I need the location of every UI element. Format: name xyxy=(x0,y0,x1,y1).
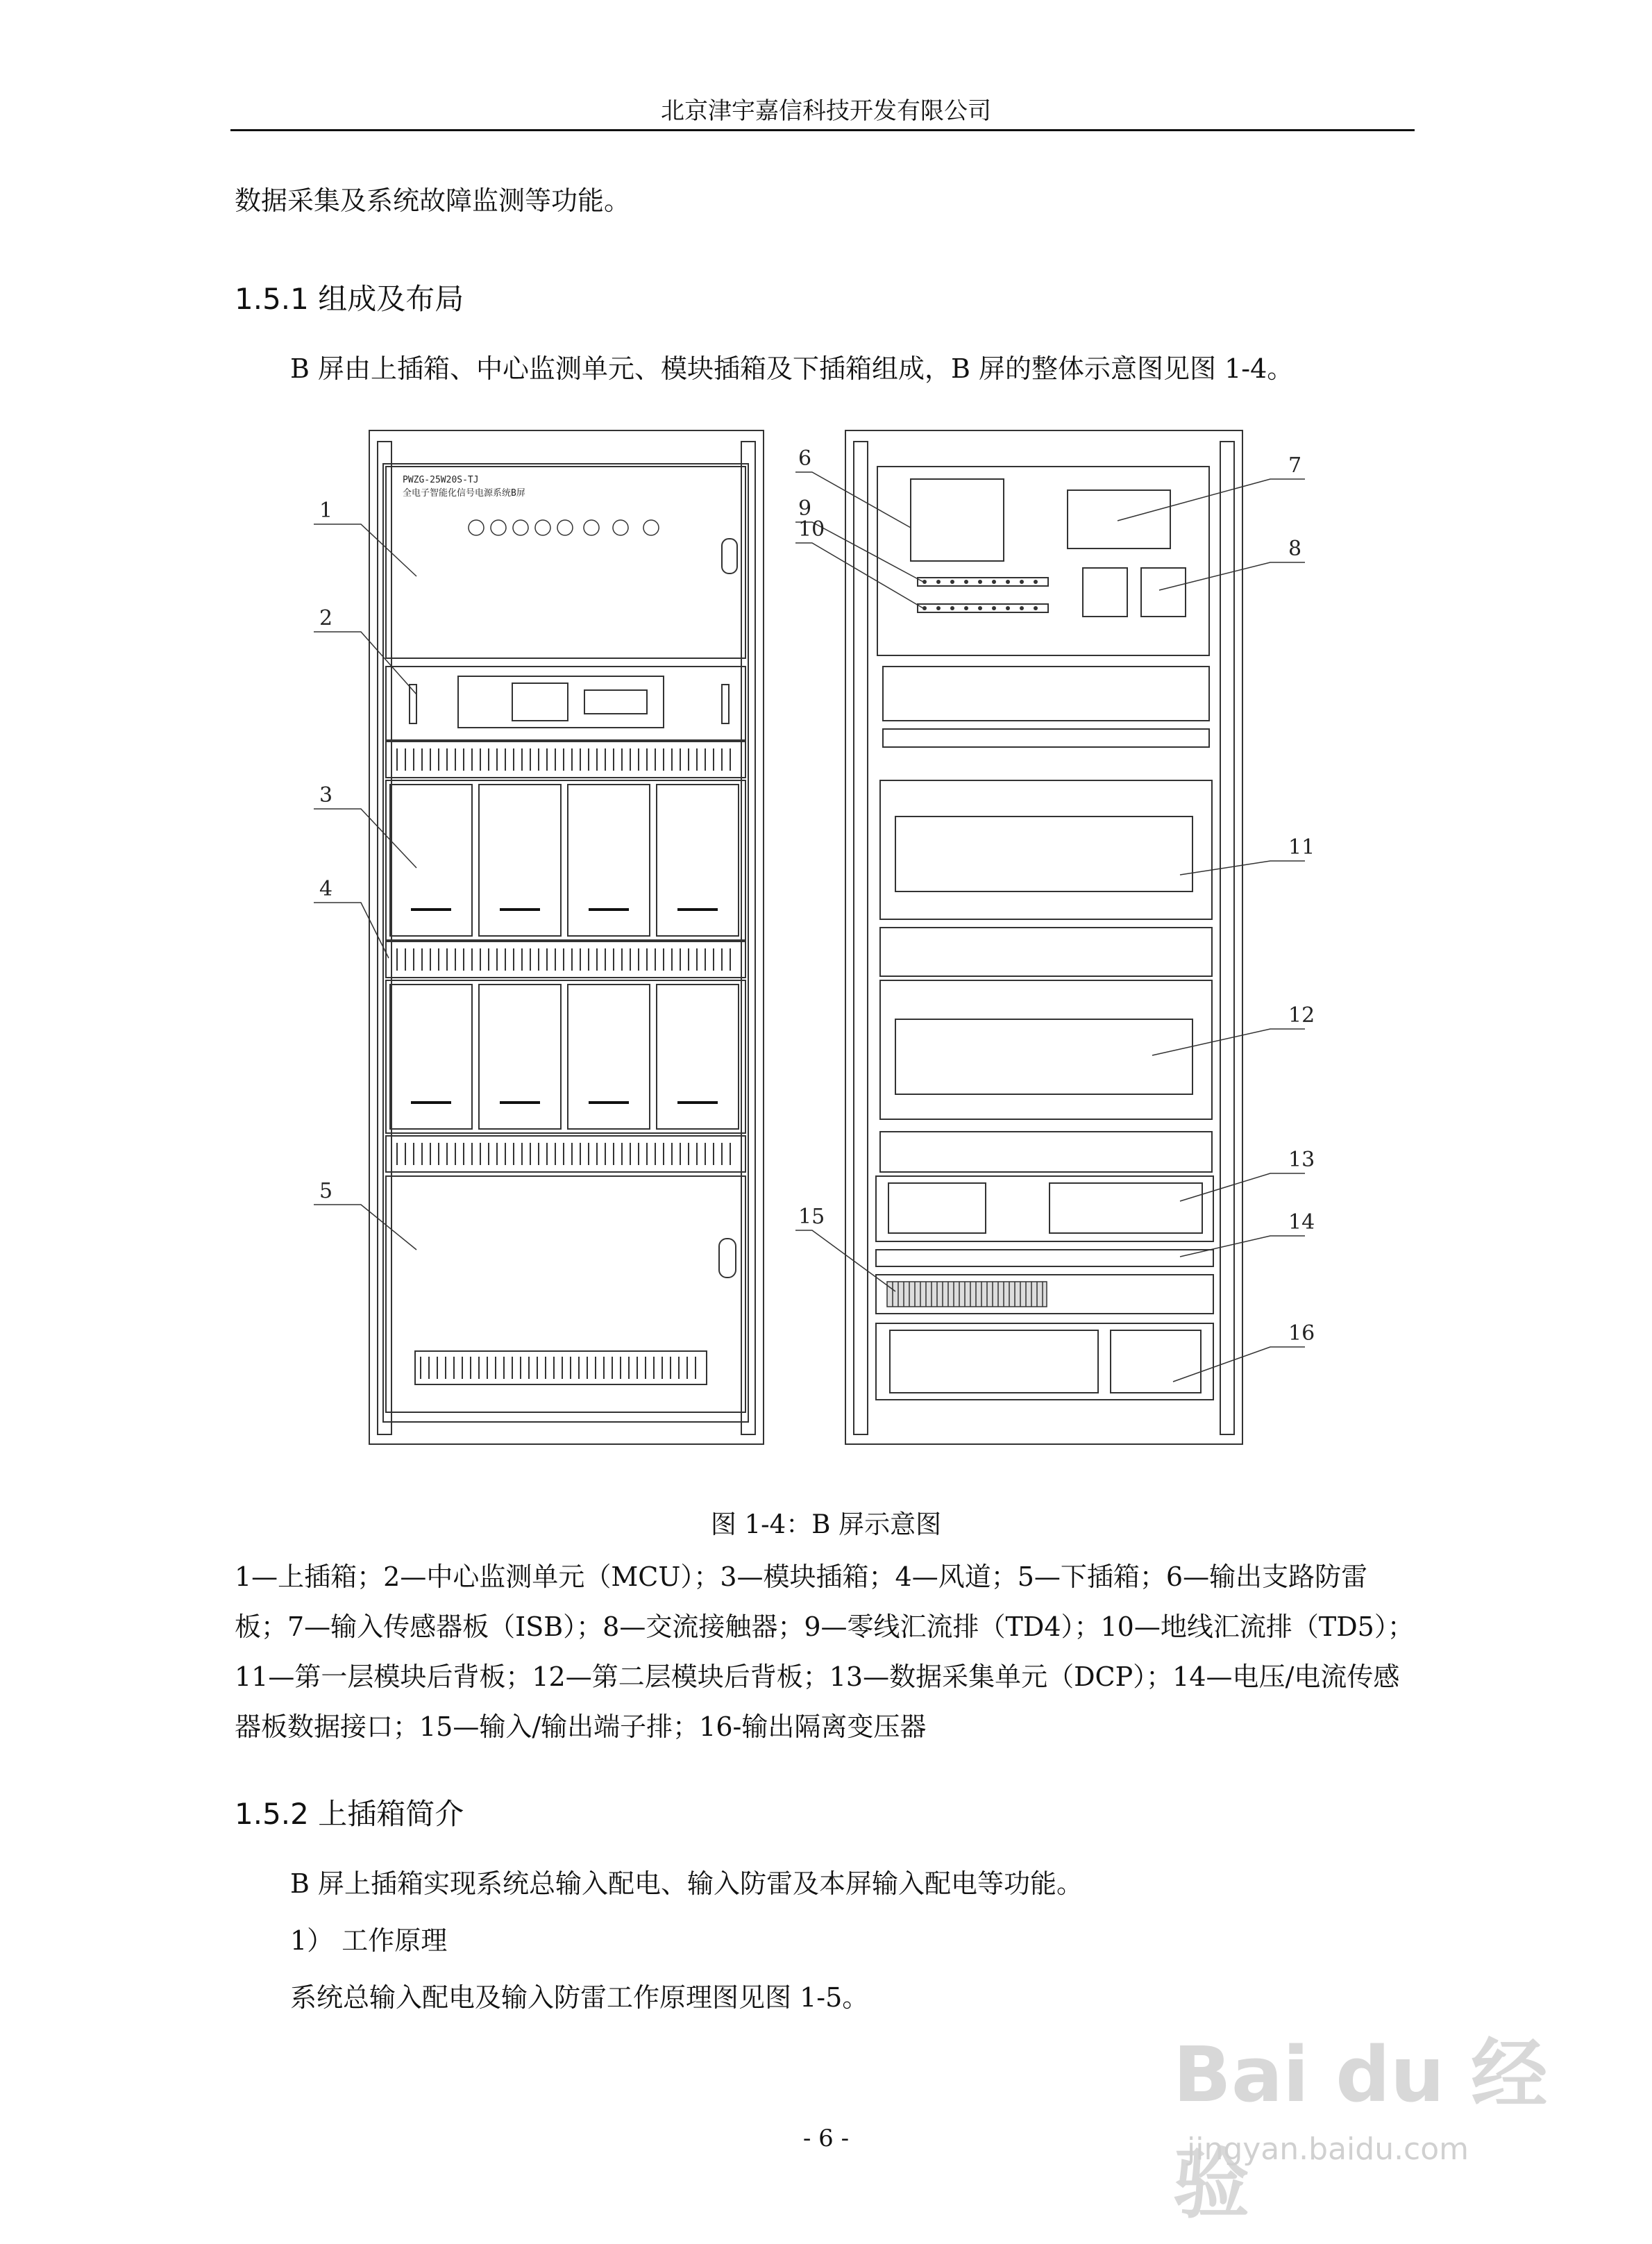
panel-model: PWZG-25W20S-TJ xyxy=(403,475,479,485)
callout-6: 6 xyxy=(798,446,812,471)
callout-13: 13 xyxy=(1288,1148,1315,1172)
callout-8: 8 xyxy=(1288,537,1302,561)
callout-9: 9 xyxy=(798,496,812,521)
intro-paragraph: 数据采集及系统故障监测等功能。 xyxy=(235,185,631,216)
list-item-1: 1） 工作原理 xyxy=(290,1925,448,1956)
callout-1: 1 xyxy=(319,499,333,523)
section-1-5-2-body-2: 系统总输入配电及输入防雷工作原理图见图 1-5。 xyxy=(290,1982,869,2013)
figure-legend: 1—上插箱；2—中心监测单元（MCU）；3—模块插箱；4—风道；5—下插箱；6—输出支路防雷板；7—输入传感器板（ISB）；8—交流接触器；9—零线汇流排（TD4）；10—地线汇流排（TD5）；11—第一层模块后背板；12—第二层模块后背板；13—数据采集单元（DCP）；14—电压/电流传感器板数据接口；15—输入/输出端子排；16-输出隔离变压器 xyxy=(235,1561,1414,1742)
page-number: - 6 - xyxy=(802,2125,850,2152)
front-cabinet-frame xyxy=(369,430,764,1444)
panel-title: 全电子智能化信号电源系统B屏 xyxy=(403,488,525,499)
callout-14: 14 xyxy=(1288,1210,1315,1234)
watermark-url: jingyan.baidu.com xyxy=(1187,2132,1469,2167)
section-1-5-1-heading: 1.5.1 组成及布局 xyxy=(235,282,464,316)
lower-box xyxy=(386,1176,745,1412)
watermark-logo: Bai du 经验 xyxy=(1173,2030,1548,2229)
section-1-5-2-heading: 1.5.2 上插箱简介 xyxy=(235,1797,464,1831)
callout-15: 15 xyxy=(798,1205,825,1229)
callout-10: 10 xyxy=(798,517,825,542)
callout-12: 12 xyxy=(1288,1003,1315,1028)
callout-16: 16 xyxy=(1288,1321,1315,1346)
module-box-row1 xyxy=(386,780,745,940)
module-box-row2 xyxy=(386,980,745,1133)
callout-7: 7 xyxy=(1288,453,1302,478)
page-header: 北京津宇嘉信科技开发有限公司 xyxy=(661,97,991,125)
section-1-5-1-body: B 屏由上插箱、中心监测单元、模块插箱及下插箱组成，B 屏的整体示意图见图 1-4。 xyxy=(290,353,1294,384)
callout-5: 5 xyxy=(319,1179,333,1203)
callout-4: 4 xyxy=(319,877,333,901)
callout-2: 2 xyxy=(319,606,333,630)
baidu-watermark xyxy=(1173,2013,1562,2229)
figure-caption: 图 1-4：B 屏示意图 xyxy=(710,1509,942,1539)
section-1-5-2-body: B 屏上插箱实现系统总输入配电、输入防雷及本屏输入配电等功能。 xyxy=(290,1868,1084,1899)
air-duct xyxy=(386,941,745,978)
callout-11: 11 xyxy=(1288,835,1315,860)
callout-3: 3 xyxy=(319,783,333,807)
mcu-box xyxy=(386,667,745,740)
